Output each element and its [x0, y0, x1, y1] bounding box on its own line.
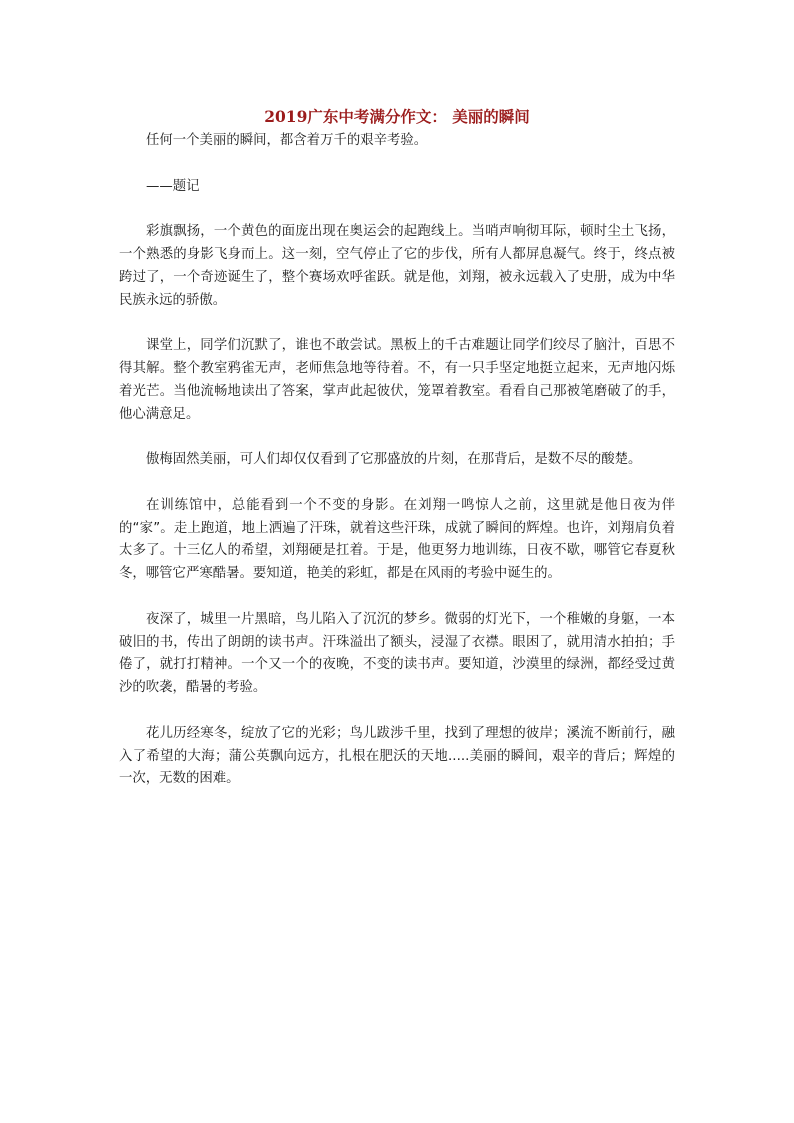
epigraph-attribution: ——题记	[146, 178, 200, 194]
document-body	[119, 104, 675, 791]
paragraph-5: 夜深了，城里一片黑暗，鸟儿陷入了沉沉的梦乡。微弱的灯光下，一个稚嫩的身躯，一本破旧的书，传出了朗朗的读书声。汗珠溢出了额头，浸湿了衣襟。眼困了，就用清水拍拍；手倦了，就打打精神。一个又一个的夜晚，不变的读书声。要知道，沙漠里的绿洲，都经受过黄沙的吹袭，酷暑的考验。	[119, 611, 675, 696]
paragraph-2: 课堂上，同学们沉默了，谁也不敢尝试。黑板上的千古难题让同学们绞尽了脑汁，百思不得其解。整个教室鸦雀无声，老师焦急地等待着。不，有一只手坚定地挺立起来，无声地闪烁着光芒。当他流畅地读出了答案，掌声此起彼伏，笼罩着教室。看看自己那被笔磨破了的手，他心满意足。	[119, 338, 675, 422]
paragraph-4: 在训练馆中，总能看到一个不变的身影。在刘翔一鸣惊人之前，这里就是他日夜为伴的“家”。走上跑道，地上洒遍了汗珠，就着这些汗珠，成就了瞬间的辉煌。也许，刘翔肩负着太多了。十三亿人的希望，刘翔硬是扛着。于是，他更努力地训练，日夜不歇，哪管它春夏秋冬，哪管它严寒酷暑。要知道，艳美的彩虹，都是在风雨的考验中诞生的。	[119, 497, 675, 582]
paragraph-3: 傲梅固然美丽，可人们却仅仅看到了它那盛放的片刻，在那背后，是数不尽的酸楚。	[146, 452, 642, 468]
paragraph-1: 彩旗飘扬，一个黄色的面庞出现在奥运会的起跑线上。当哨声响彻耳际，顿时尘土飞扬，一个熟悉的身影飞身而上。这一刻，空气停止了它的步伐，所有人都屏息凝气。终于，终点被跨过了，一个奇迹诞生了，整个赛场欢呼雀跃。就是他，刘翔，被永远载入了史册，成为中华民族永远的骄傲。	[119, 224, 675, 308]
document-title: 2019广东中考满分作文： 美丽的瞬间	[264, 107, 530, 126]
paragraph-6: 花儿历经寒冬，绽放了它的光彩；鸟儿跋涉千里，找到了理想的彼岸；溪流不断前行，融入了希望的大海；蒲公英飘向远方，扎根在肥沃的天地.....美丽的瞬间，艰辛的背后；辉煌的一次，无数的困难。	[119, 725, 675, 787]
epigraph: 任何一个美丽的瞬间，都含着万千的艰辛考验。	[146, 133, 428, 148]
